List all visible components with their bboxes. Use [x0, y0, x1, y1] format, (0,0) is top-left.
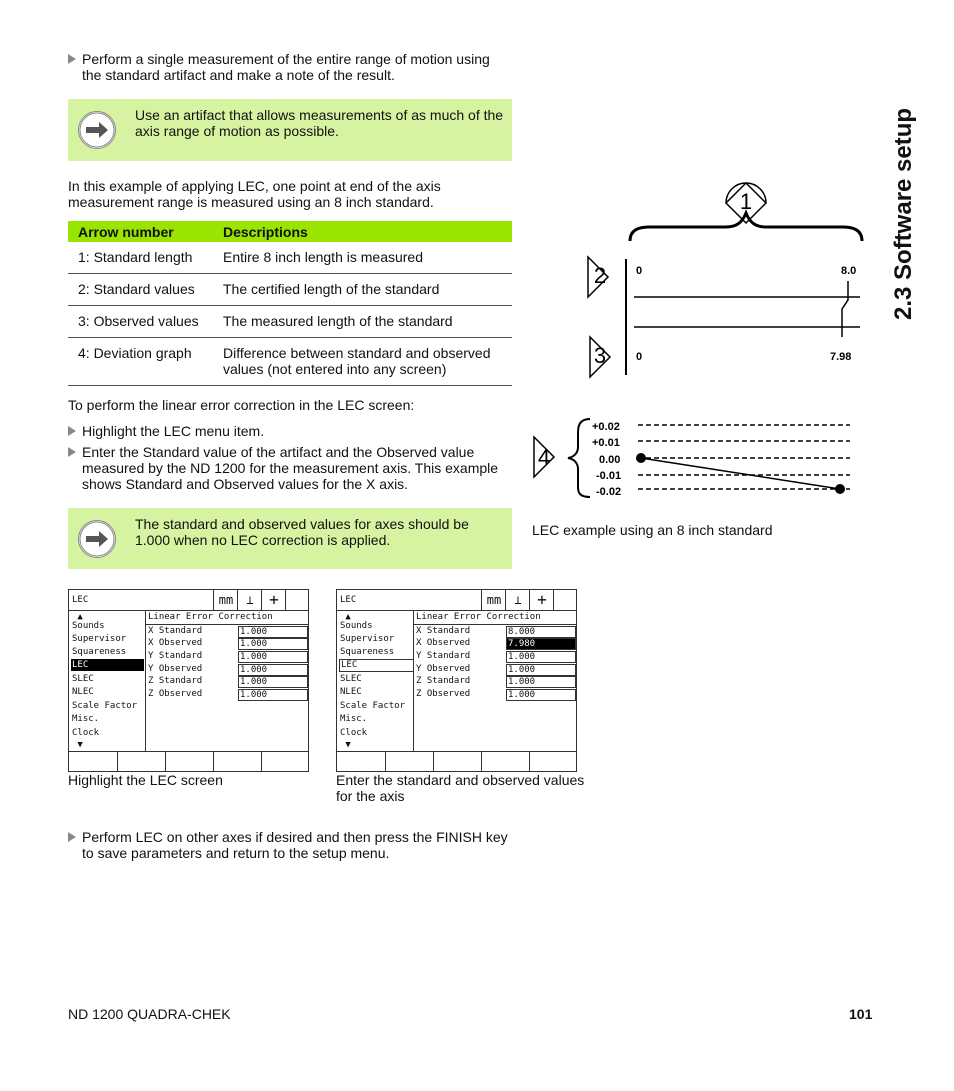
softkey[interactable] [68, 752, 116, 772]
procedure-intro: To perform the linear error correction in the LEC screen: [68, 397, 415, 413]
screen-titlebar [69, 590, 308, 611]
deviation-label: 0.00 [599, 454, 621, 466]
panel-heading: Linear Error Correction [416, 612, 541, 622]
instruction-bullet [68, 51, 513, 83]
deviation-label: +0.01 [592, 437, 620, 449]
x-standard-field[interactable]: 1.000 [238, 626, 308, 638]
standard-start-label: 0 [636, 265, 643, 277]
lec-diagram [530, 175, 875, 510]
field-label: Z Standard [148, 676, 203, 686]
standard-end-label: 8.0 [841, 265, 857, 277]
blank-button[interactable] [553, 590, 577, 610]
deviation-label: +0.02 [592, 421, 620, 433]
table-row [68, 306, 512, 338]
observed-start-label: 0 [636, 351, 643, 363]
bullet-triangle-icon [68, 426, 76, 436]
menu-item-misc[interactable]: Misc. [72, 714, 100, 724]
observed-end-label: 7.98 [830, 351, 852, 363]
menu-item-squareness[interactable]: Squareness [340, 647, 395, 657]
table-cell: Entire 8 inch length is measured [213, 242, 512, 274]
menu-item-scale-factor[interactable]: Scale Factor [72, 701, 138, 711]
z-observed-field[interactable]: 1.000 [238, 689, 308, 701]
deviation-line [641, 458, 840, 489]
deviation-label: -0.02 [596, 486, 622, 498]
table-header: Arrow number [68, 221, 213, 242]
menu-item-lec[interactable]: LEC [71, 659, 144, 671]
svg-text:1: 1 [739, 189, 753, 214]
menu-item-lec[interactable]: LEC [339, 659, 414, 672]
table-cell: The certified length of the standard [213, 274, 512, 306]
softkey[interactable] [165, 752, 214, 772]
z-observed-field[interactable]: 1.000 [506, 689, 576, 701]
softkey[interactable] [433, 752, 482, 772]
softkey-bar [69, 751, 308, 772]
field-label: Y Observed [416, 664, 471, 674]
softkey[interactable] [261, 752, 309, 772]
table-cell: Difference between standard and observed values (not entered into any screen) [213, 338, 512, 386]
instruction-text: Perform a single measurement of the entire range of motion using the standard artifact and make a note of the result. [82, 51, 490, 83]
menu-item-supervisor[interactable]: Supervisor [72, 634, 127, 644]
setup-menu [69, 611, 146, 751]
field-label: X Observed [416, 638, 471, 648]
menu-item-clock[interactable]: Clock [72, 728, 100, 738]
softkey-bar [337, 751, 576, 772]
field-label: Z Observed [148, 689, 203, 699]
menu-item-nlec[interactable]: NLEC [72, 687, 94, 697]
datum-icon[interactable]: ⊥ [237, 590, 262, 610]
callout-2-icon [588, 257, 608, 297]
instruction-text: Perform LEC on other axes if desired and then press the FINISH key to save parameters and return to the setup menu. [82, 829, 508, 861]
z-standard-field[interactable]: 1.000 [506, 676, 576, 688]
screen-caption: Enter the standard and observed values for the axis [336, 772, 585, 804]
menu-item-sounds[interactable]: Sounds [72, 621, 105, 631]
scroll-up-icon[interactable]: ▲ [72, 612, 83, 622]
arrow-description-table [68, 221, 512, 386]
svg-text:2: 2 [593, 263, 607, 288]
bullet-triangle-icon [68, 54, 76, 64]
softkey[interactable] [385, 752, 434, 772]
field-label: X Standard [416, 626, 471, 636]
bullet-triangle-icon [68, 832, 76, 842]
arrow-right-icon [78, 520, 116, 558]
page-number: 101 [849, 1006, 873, 1022]
table-cell: 3: Observed values [68, 306, 213, 338]
lec-panel [146, 611, 308, 751]
screen-title: LEC [72, 595, 89, 605]
softkey[interactable] [336, 752, 384, 772]
intro-paragraph: In this example of applying LEC, one point at end of the axis measurement range is measured using an 8 inch standard. [68, 178, 441, 210]
lec-screen-2 [336, 589, 577, 772]
svg-text:4: 4 [537, 445, 551, 470]
y-standard-field[interactable]: 1.000 [238, 651, 308, 663]
lec-panel [414, 611, 576, 751]
menu-item-nlec[interactable]: NLEC [340, 687, 362, 697]
table-header: Descriptions [213, 221, 512, 242]
deviation-point [636, 453, 646, 463]
break-marker [842, 281, 848, 337]
y-observed-field[interactable]: 1.000 [506, 664, 576, 676]
field-label: Y Standard [148, 651, 203, 661]
y-observed-field[interactable]: 1.000 [238, 664, 308, 676]
instruction-text: Enter the Standard value of the artifact and the Observed value measured by the ND 1200 for the measurement axis. This example shows Standard and Observed values for the X axis. [82, 444, 499, 492]
footer-product: ND 1200 QUADRA-CHEK [68, 1006, 231, 1022]
setup-menu [337, 611, 414, 751]
x-observed-field[interactable]: 7.980 [506, 638, 576, 650]
menu-item-slec[interactable]: SLEC [72, 674, 94, 684]
menu-item-clock[interactable]: Clock [340, 728, 368, 738]
callout-3-icon [590, 337, 610, 377]
field-label: Z Standard [416, 676, 471, 686]
softkey[interactable] [117, 752, 166, 772]
screen-caption: Highlight the LEC screen [68, 772, 223, 788]
unit-button[interactable]: mm [481, 590, 506, 610]
menu-item-squareness[interactable]: Squareness [72, 647, 127, 657]
table-row [68, 274, 512, 306]
svg-text:3: 3 [593, 343, 607, 368]
blank-button[interactable] [285, 590, 309, 610]
table-cell: 2: Standard values [68, 274, 213, 306]
softkey[interactable] [213, 752, 262, 772]
deviation-brace [568, 419, 590, 497]
menu-item-slec[interactable]: SLEC [340, 674, 362, 684]
screen-title: LEC [340, 595, 357, 605]
scroll-up-icon[interactable]: ▲ [340, 612, 351, 622]
panel-heading: Linear Error Correction [148, 612, 273, 622]
softkey[interactable] [529, 752, 577, 772]
note-box [68, 99, 512, 161]
screen-titlebar [337, 590, 576, 611]
table-row [68, 338, 512, 386]
scroll-down-icon[interactable]: ▼ [72, 740, 83, 750]
field-label: X Standard [148, 626, 203, 636]
scroll-down-icon[interactable]: ▼ [340, 740, 351, 750]
menu-item-sounds[interactable]: Sounds [340, 621, 373, 631]
menu-item-scale-factor[interactable]: Scale Factor [340, 701, 406, 711]
bullet-triangle-icon [68, 447, 76, 457]
table-row [68, 242, 512, 274]
arrow-right-icon [78, 111, 116, 149]
unit-button[interactable]: mm [213, 590, 238, 610]
menu-item-misc[interactable]: Misc. [340, 714, 368, 724]
figure-caption: LEC example using an 8 inch standard [532, 522, 773, 538]
deviation-label: -0.01 [596, 470, 622, 482]
table-cell: 1: Standard length [68, 242, 213, 274]
deviation-point [835, 484, 845, 494]
crosshair-icon[interactable]: + [529, 590, 554, 610]
section-title: 2.3 Software setup [890, 107, 917, 320]
instruction-text: Highlight the LEC menu item. [82, 423, 265, 439]
menu-item-supervisor[interactable]: Supervisor [340, 634, 395, 644]
table-cell: The measured length of the standard [213, 306, 512, 338]
field-label: Y Observed [148, 664, 203, 674]
callout-4-icon [534, 437, 554, 477]
x-observed-field[interactable]: 1.000 [238, 638, 308, 650]
field-label: Z Observed [416, 689, 471, 699]
note-box [68, 508, 512, 569]
x-standard-field[interactable]: 8.000 [506, 626, 576, 638]
datum-icon[interactable]: ⊥ [505, 590, 530, 610]
lec-screen-1 [68, 589, 309, 772]
z-standard-field[interactable]: 1.000 [238, 676, 308, 688]
instruction-bullet [68, 829, 513, 861]
field-label: Y Standard [416, 651, 471, 661]
y-standard-field[interactable]: 1.000 [506, 651, 576, 663]
callout-1-icon [726, 183, 766, 223]
instruction-bullet [68, 444, 513, 492]
instruction-bullet [68, 423, 513, 439]
crosshair-icon[interactable]: + [261, 590, 286, 610]
softkey[interactable] [481, 752, 530, 772]
note-text: Use an artifact that allows measurements of as much of the axis range of motion as possible. [135, 107, 504, 139]
note-text: The standard and observed values for axes should be 1.000 when no LEC correction is applied. [135, 516, 469, 548]
table-cell: 4: Deviation graph [68, 338, 213, 386]
field-label: X Observed [148, 638, 203, 648]
